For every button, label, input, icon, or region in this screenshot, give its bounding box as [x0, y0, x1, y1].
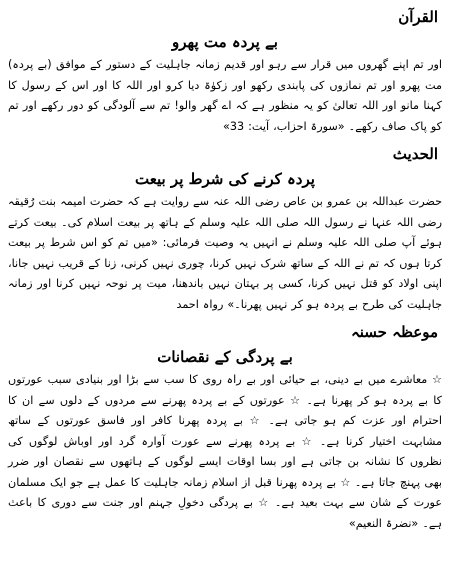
- hadith-heading: پردہ کرنے کی شرط پر بیعت: [135, 170, 315, 188]
- quran-paragraph: اور تم اپنے گھروں میں قرار سے رہو اور قدیم زمانہ جاہلیت کے دستور کے موافق (بے پردہ) مت پھرو اور تم نمازوں کی پابندی رکھو اور زکوٰۃ دیا کرو اور اللہ کا اور اس کے رسول کا کہنا مانو اور اللہ تعالیٰ کو یہ منظور ہے کہ اے گھر والو! تم سے آلودگی کو دور رکھے اور تم کو پاک صاف رکھے۔ «سورۃ احزاب، آیت: 33»: [8, 58, 442, 133]
- sermon-section-label: موعظہ حسنہ: [350, 323, 438, 341]
- quran-heading: بے پردہ مت پھرو: [172, 33, 278, 51]
- sermon-heading: بے پردگی کے نقصانات: [157, 348, 293, 366]
- sermon-paragraph: ☆ معاشرے میں بے دینی، بے حیائی اور بے راہ روی کا سب سے بڑا اور بنیادی سبب عورتوں کا بے پردہ ہو کر پھرنا ہے۔ ☆ عورتوں کے بے پردہ پھرنے سے مردوں کے دلوں سے ان کا احترام اور عزت کم ہو جاتی ہے۔ ☆ بے پردہ پھرنا کافر اور فاسق عورتوں کے ساتھ مشابہت اختیار کرنا ہے۔ ☆ بے پردہ پھرنے سے عورت آوارہ گرد اور اوباش لوگوں کی نظروں کا نشانہ بن جاتی ہے اور بسا اوقات ایسے لوگوں کے ہاتھوں سے نقصان اور ضرر بھی پہنچ جاتا ہے۔ ☆ بے پردہ پھرنا قبل از اسلام زمانہ جاہلیت کا عمل ہے جو ایک مسلمان عورت کے شان سے بہت بعید ہے۔ ☆ بے پردگی دخولِ جہنم اور جنت سے دوری کا باعث ہے۔ «نضرۃ النعیم»: [8, 373, 442, 530]
- hadith-paragraph: حضرت عبداللہ بن عمرو بن عاص رضی اللہ عنہ سے روایت ہے کہ حضرت امیمہ بنت رُقیقہ رضی اللہ عنہا نے رسول اللہ صلی اللہ علیہ وسلم کے ہاتھ پر بیعت اسلام کی۔ بیعت کرتے ہوئے آپ صلی اللہ علیہ وسلم نے انہیں یہ وصیت فرمائی: «میں تم کو اس شرط پر بیعت کرتا ہوں کہ تم نے اللہ کے ساتھ شرک نہیں کرنا، چوری نہیں کرنی، زنا کے قریب نہیں جانا، اپنی اولاد کو قتل نہیں کرنا، کسی پر بہتان نہیں باندھنا، میت پر نوحہ نہیں کرنا اور زمانہ جاہلیت کی طرح بے پردہ ہو کر نہیں پھرنا۔» رواہ احمد: [8, 195, 442, 311]
- hadith-section-label: الحدیث: [392, 145, 438, 163]
- quran-section-label: القرآن: [398, 8, 438, 26]
